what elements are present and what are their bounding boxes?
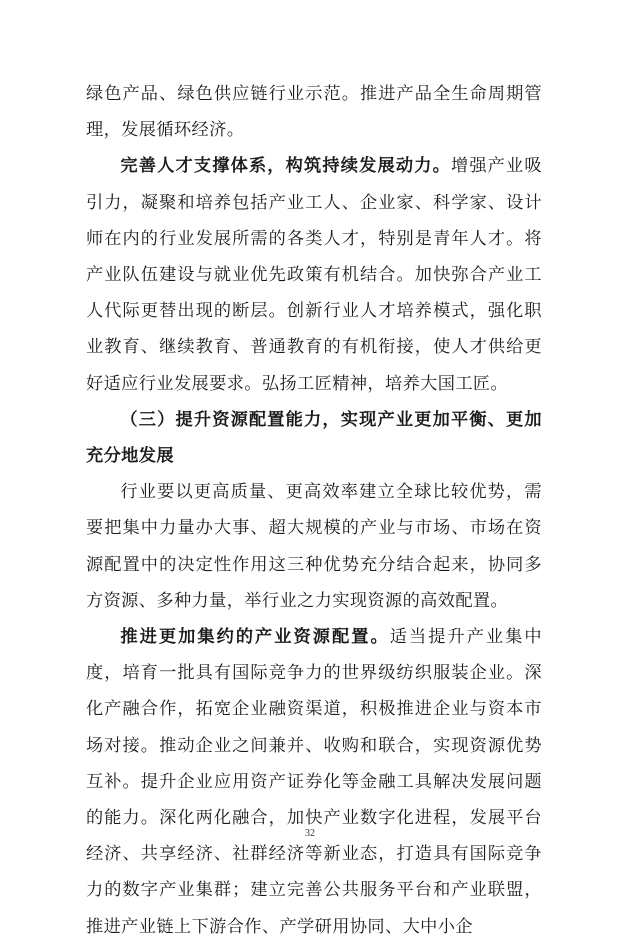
section-heading: （三）提升资源配置能力，实现产业更加平衡、更加充分地发展 [86,409,542,467]
document-page [86,76,542,945]
paragraph-4-lead: 推进更加集约的产业资源配置。 [120,627,390,648]
paragraph-3-text: 行业要以更高质量、更高效率建立全球比较优势，需要把集中力量办大事、超大规模的产业与市场、市场在资源配置中的决定性作用这三种优势充分结合起来，协同多方资源、多种力量，举行业之力实现资源的高效配置。 [86,482,542,611]
paragraph-4 [86,619,542,945]
page-number: 32 [305,828,315,839]
paragraph-1-text: 绿色产品、绿色供应链行业示范。推进产品全生命周期管理，发展循环经济。 [86,84,542,141]
paragraph-3 [86,474,542,619]
paragraph-2 [86,148,542,401]
paragraph-2-text: 增强产业吸引力，凝聚和培养包括产业工人、企业家、科学家、设计师在内的行业发展所需的各类人才，特别是青年人才。将产业队伍建设与就业优先政策有机结合。加快弥合产业工人代际更替出现的断层。创新行业人才培养模式，强化职业教育、继续教育、普通教育的有机衔接，使人才供给更好适应行业发展要求。弘扬工匠精神，培养大国工匠。 [86,156,542,394]
paragraph-1 [86,76,542,148]
paragraph-2-lead: 完善人才支撑体系，构筑持续发展动力。 [120,156,451,177]
paragraph-4-text: 适当提升产业集中度，培育一批具有国际竞争力的世界级纺织服装企业。深化产融合作，拓宽企业融资渠道，积极推进企业与资本市场对接。推动企业之间兼并、收购和联合，实现资源优势互补。提升企业应用资产证券化等金融工具解决发展问题的能力。深化两化融合，加快产业数字化进程，发展平台经济、共享经济、社群经济等新业态，打造具有国际竞争力的数字产业集群；建立完善公共服务平台和产业联盟，推进产业链上下游合作、产学研用协同、大中小企 [86,627,542,937]
